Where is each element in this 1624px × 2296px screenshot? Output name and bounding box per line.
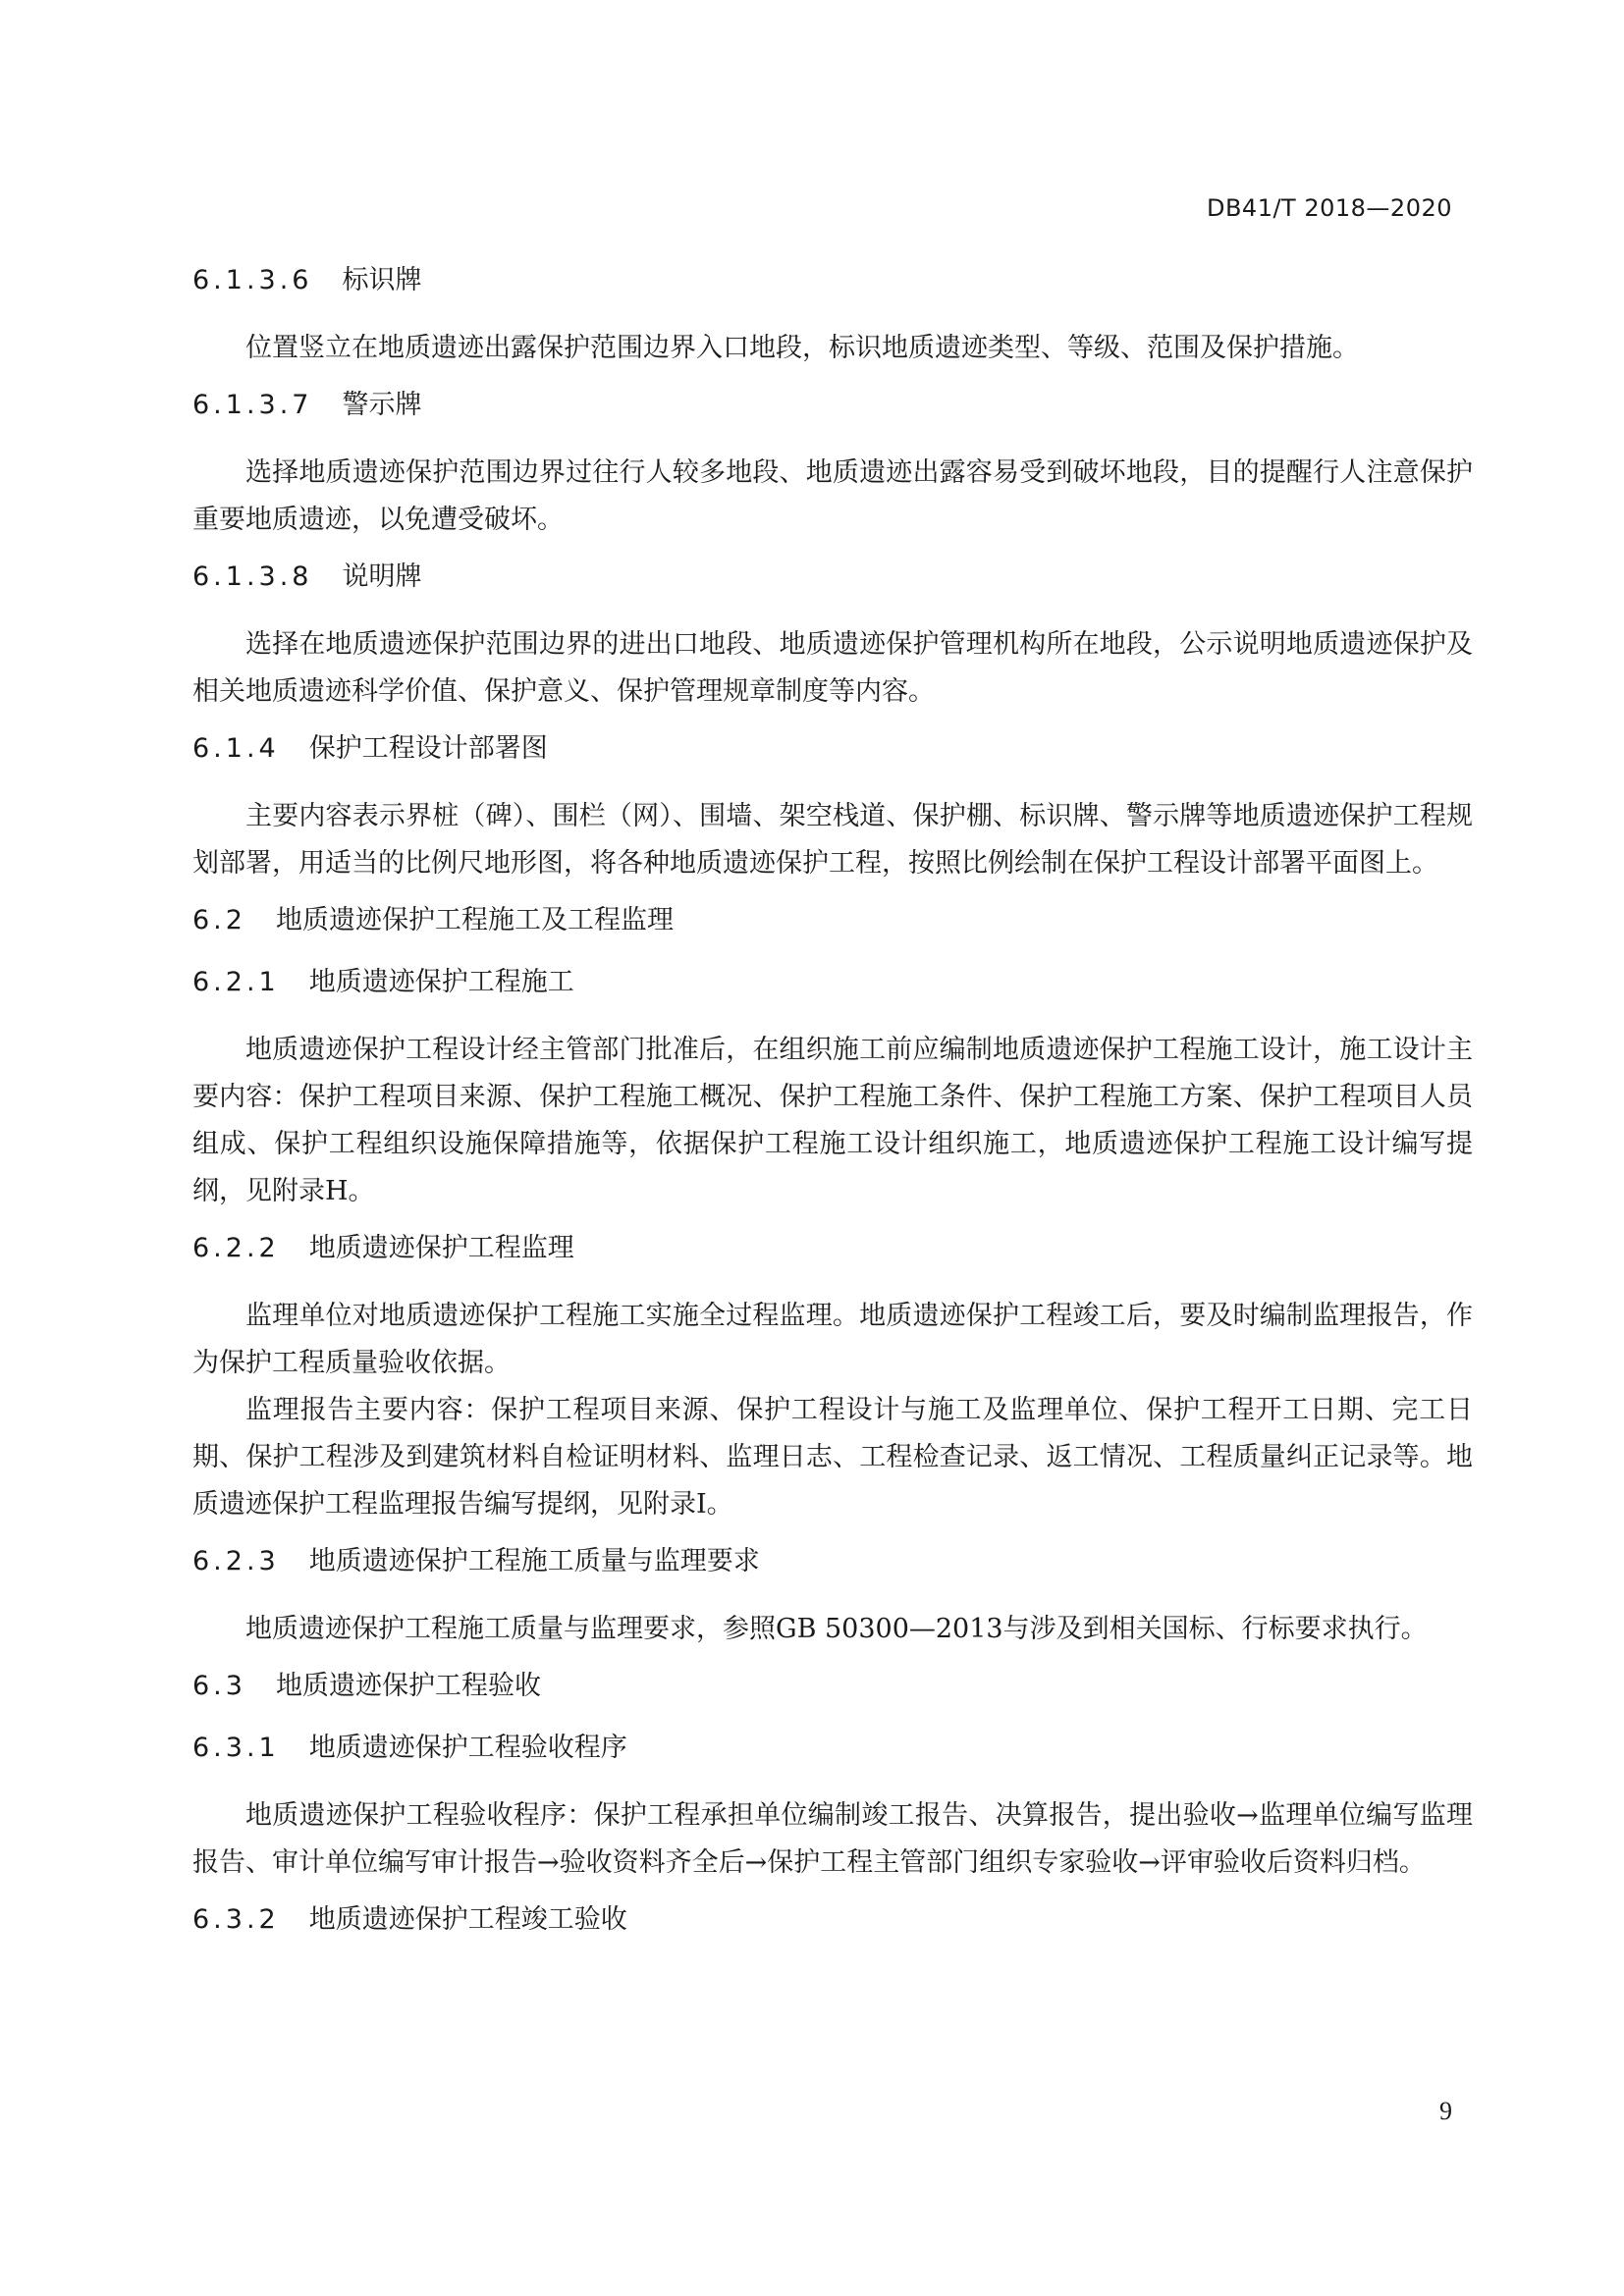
section-heading: 6.2.1 地质遗迹保护工程施工 bbox=[192, 967, 574, 997]
paragraph: 地质遗迹保护工程设计经主管部门批准后，在组织施工前应编制地质遗迹保护工程施工设计，施工设计主要内容：保护工程项目来源、保护工程施工概况、保护工程施工条件、保护工程施工方案、保护工程项目人员组成、保护工程组织设施保障措施等，依据保护工程施工设计组织施工，地质遗迹保护工程施工设计编写提纲，见附录H。 bbox=[192, 1035, 1473, 1206]
section-heading: 6.1.3.7 警示牌 bbox=[192, 390, 422, 420]
section-heading: 6.1.3.8 说明牌 bbox=[192, 561, 422, 592]
section-heading: 6.2.3 地质遗迹保护工程施工质量与监理要求 bbox=[192, 1546, 760, 1576]
paragraph: 地质遗迹保护工程施工质量与监理要求，参照GB 50300—2013与涉及到相关国标、行标要求执行。 bbox=[245, 1614, 1428, 1644]
paragraph: 监理单位对地质遗迹保护工程施工实施全过程监理。地质遗迹保护工程竣工后，要及时编制监理报告，作为保护工程质量验收依据。 bbox=[192, 1301, 1473, 1378]
document-body bbox=[192, 263, 1473, 1964]
paragraph: 选择地质遗迹保护范围边界过往行人较多地段、地质遗迹出露容易受到破坏地段，目的提醒行人注意保护重要地质遗迹，以免遭受破坏。 bbox=[192, 457, 1473, 535]
paragraph: 位置竖立在地质遗迹出露保护范围边界入口地段，标识地质遗迹类型、等级、范围及保护措施。 bbox=[245, 333, 1359, 363]
page-number: 9 bbox=[1439, 2097, 1452, 2125]
section-heading: 6.2.2 地质遗迹保护工程监理 bbox=[192, 1233, 574, 1263]
paragraph: 选择在地质遗迹保护范围边界的进出口地段、地质遗迹保护管理机构所在地段，公示说明地质遗迹保护及相关地质遗迹科学价值、保护意义、保护管理规章制度等内容。 bbox=[192, 629, 1473, 707]
document-code: DB41/T 2018—2020 bbox=[1206, 194, 1452, 222]
section-heading: 6.2 地质遗迹保护工程施工及工程监理 bbox=[192, 905, 674, 935]
section-heading: 6.1.3.6 标识牌 bbox=[192, 265, 422, 295]
paragraph: 主要内容表示界桩（碑）、围栏（网）、围墙、架空栈道、保护棚、标识牌、警示牌等地质遗迹保护工程规划部署，用适当的比例尺地形图，将各种地质遗迹保护工程，按照比例绘制在保护工程设计部署平面图上。 bbox=[192, 801, 1473, 879]
section-heading: 6.3 地质遗迹保护工程验收 bbox=[192, 1671, 541, 1701]
section-heading: 6.3.2 地质遗迹保护工程竣工验收 bbox=[192, 1904, 627, 1935]
section-heading: 6.3.1 地质遗迹保护工程验收程序 bbox=[192, 1733, 627, 1763]
section-heading: 6.1.4 保护工程设计部署图 bbox=[192, 733, 548, 764]
paragraph: 地质遗迹保护工程验收程序：保护工程承担单位编制竣工报告、决算报告，提出验收→监理单位编写监理报告、审计单位编写审计报告→验收资料齐全后→保护工程主管部门组织专家验收→评审验收后资料归档。 bbox=[192, 1800, 1473, 1878]
paragraph: 监理报告主要内容：保护工程项目来源、保护工程设计与施工及监理单位、保护工程开工日期、完工日期、保护工程涉及到建筑材料自检证明材料、监理日志、工程检查记录、返工情况、工程质量纠正记录等。地质遗迹保护工程监理报告编写提纲，见附录I。 bbox=[192, 1395, 1473, 1520]
